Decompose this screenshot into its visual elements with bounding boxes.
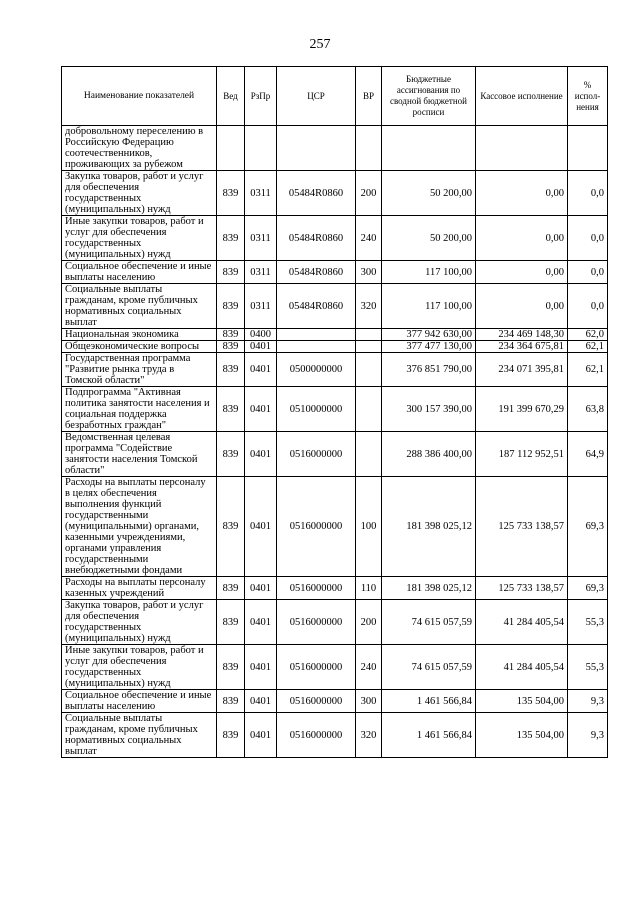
cell-rzpr: 0401 xyxy=(245,690,277,713)
cell-vr xyxy=(356,387,382,432)
cell-budget: 288 386 400,00 xyxy=(382,432,476,477)
cell-ved: 839 xyxy=(217,713,245,758)
cell-budget: 74 615 057,59 xyxy=(382,600,476,645)
cell-kassa: 0,00 xyxy=(476,171,568,216)
cell-rzpr: 0311 xyxy=(245,171,277,216)
cell-pct: 55,3 xyxy=(568,645,608,690)
cell-name: добровольному переселению в Российскую Федерацию соотечественников, проживающих за рубежом xyxy=(62,126,217,171)
cell-ved: 839 xyxy=(217,341,245,353)
cell-vr xyxy=(356,329,382,341)
cell-csr xyxy=(277,329,356,341)
cell-name: Социальные выплаты гражданам, кроме публичных нормативных социальных выплат xyxy=(62,713,217,758)
cell-rzpr xyxy=(245,126,277,171)
cell-pct: 62,0 xyxy=(568,329,608,341)
cell-budget: 50 200,00 xyxy=(382,216,476,261)
table-row xyxy=(62,432,608,477)
cell-kassa: 234 364 675,81 xyxy=(476,341,568,353)
cell-kassa: 234 469 148,30 xyxy=(476,329,568,341)
table-row xyxy=(62,645,608,690)
cell-name: Расходы на выплаты персоналу казенных учреждений xyxy=(62,577,217,600)
cell-budget: 1 461 566,84 xyxy=(382,690,476,713)
table-row xyxy=(62,477,608,577)
cell-vr: 240 xyxy=(356,645,382,690)
cell-ved: 839 xyxy=(217,171,245,216)
cell-csr: 05484R0860 xyxy=(277,284,356,329)
cell-rzpr: 0311 xyxy=(245,284,277,329)
cell-rzpr: 0311 xyxy=(245,261,277,284)
cell-ved: 839 xyxy=(217,477,245,577)
cell-vr: 320 xyxy=(356,284,382,329)
cell-rzpr: 0401 xyxy=(245,387,277,432)
cell-csr: 0516000000 xyxy=(277,577,356,600)
cell-name: Социальные выплаты гражданам, кроме публичных нормативных социальных выплат xyxy=(62,284,217,329)
col-header-pct: % испол-нения xyxy=(568,67,608,126)
cell-csr: 0516000000 xyxy=(277,713,356,758)
cell-budget: 377 942 630,00 xyxy=(382,329,476,341)
budget-table xyxy=(61,66,608,758)
cell-csr: 0510000000 xyxy=(277,387,356,432)
cell-name: Государственная программа "Развитие рынка труда в Томской области" xyxy=(62,353,217,387)
cell-pct: 0,0 xyxy=(568,261,608,284)
cell-vr: 320 xyxy=(356,713,382,758)
cell-vr: 200 xyxy=(356,600,382,645)
cell-rzpr: 0401 xyxy=(245,645,277,690)
cell-budget: 181 398 025,12 xyxy=(382,477,476,577)
cell-pct: 9,3 xyxy=(568,713,608,758)
cell-name: Общеэкономические вопросы xyxy=(62,341,217,353)
cell-vr xyxy=(356,341,382,353)
cell-kassa: 135 504,00 xyxy=(476,713,568,758)
cell-pct: 62,1 xyxy=(568,341,608,353)
cell-pct: 63,8 xyxy=(568,387,608,432)
cell-ved: 839 xyxy=(217,432,245,477)
table-row xyxy=(62,600,608,645)
cell-name: Подпрограмма "Активная политика занятости населения и социальная поддержка безработных граждан" xyxy=(62,387,217,432)
cell-rzpr: 0401 xyxy=(245,432,277,477)
cell-pct: 0,0 xyxy=(568,171,608,216)
cell-kassa xyxy=(476,126,568,171)
cell-vr xyxy=(356,126,382,171)
cell-kassa: 41 284 405,54 xyxy=(476,600,568,645)
cell-budget: 376 851 790,00 xyxy=(382,353,476,387)
cell-pct: 62,1 xyxy=(568,353,608,387)
cell-rzpr: 0401 xyxy=(245,353,277,387)
cell-pct: 55,3 xyxy=(568,600,608,645)
table-row xyxy=(62,261,608,284)
cell-ved: 839 xyxy=(217,353,245,387)
col-header-name: Наименование показателей xyxy=(62,67,217,126)
cell-vr: 240 xyxy=(356,216,382,261)
cell-kassa: 0,00 xyxy=(476,284,568,329)
cell-csr: 0516000000 xyxy=(277,645,356,690)
table-row xyxy=(62,387,608,432)
cell-name: Закупка товаров, работ и услуг для обеспечения государственных (муниципальных) нужд xyxy=(62,600,217,645)
cell-pct: 64,9 xyxy=(568,432,608,477)
table-row xyxy=(62,126,608,171)
cell-pct: 9,3 xyxy=(568,690,608,713)
cell-csr: 05484R0860 xyxy=(277,261,356,284)
cell-ved: 839 xyxy=(217,645,245,690)
cell-csr: 0500000000 xyxy=(277,353,356,387)
cell-ved: 839 xyxy=(217,387,245,432)
cell-name: Закупка товаров, работ и услуг для обеспечения государственных (муниципальных) нужд xyxy=(62,171,217,216)
cell-csr: 05484R0860 xyxy=(277,216,356,261)
col-header-csr: ЦСР xyxy=(277,67,356,126)
table-row xyxy=(62,216,608,261)
cell-vr xyxy=(356,353,382,387)
cell-rzpr: 0401 xyxy=(245,713,277,758)
cell-rzpr: 0400 xyxy=(245,329,277,341)
cell-rzpr: 0401 xyxy=(245,341,277,353)
cell-rzpr: 0401 xyxy=(245,477,277,577)
cell-ved: 839 xyxy=(217,690,245,713)
cell-pct: 0,0 xyxy=(568,284,608,329)
cell-budget: 117 100,00 xyxy=(382,284,476,329)
cell-kassa: 187 112 952,51 xyxy=(476,432,568,477)
table-row xyxy=(62,577,608,600)
cell-rzpr: 0311 xyxy=(245,216,277,261)
cell-vr: 110 xyxy=(356,577,382,600)
cell-pct: 69,3 xyxy=(568,577,608,600)
cell-name: Иные закупки товаров, работ и услуг для обеспечения государственных (муниципальных) нужд xyxy=(62,216,217,261)
cell-budget: 50 200,00 xyxy=(382,171,476,216)
table-row xyxy=(62,353,608,387)
cell-name: Расходы на выплаты персоналу в целях обеспечения выполнения функций государственными (муниципальными) органами, казенными учреждениями, органами управления государственными внебюджетными фондами xyxy=(62,477,217,577)
cell-csr xyxy=(277,341,356,353)
cell-csr: 0516000000 xyxy=(277,600,356,645)
cell-ved: 839 xyxy=(217,329,245,341)
cell-vr: 300 xyxy=(356,261,382,284)
cell-kassa: 0,00 xyxy=(476,261,568,284)
cell-ved: 839 xyxy=(217,216,245,261)
cell-name: Социальное обеспечение и иные выплаты населению xyxy=(62,690,217,713)
table-row xyxy=(62,284,608,329)
cell-ved xyxy=(217,126,245,171)
cell-kassa: 0,00 xyxy=(476,216,568,261)
table-body xyxy=(62,126,608,758)
col-header-budget: Бюджетные ассигнования по сводной бюджетной росписи xyxy=(382,67,476,126)
cell-pct: 0,0 xyxy=(568,216,608,261)
table-row xyxy=(62,713,608,758)
cell-budget: 74 615 057,59 xyxy=(382,645,476,690)
cell-csr: 0516000000 xyxy=(277,432,356,477)
cell-name: Ведомственная целевая программа "Содействие занятости населения Томской области" xyxy=(62,432,217,477)
cell-kassa: 41 284 405,54 xyxy=(476,645,568,690)
cell-rzpr: 0401 xyxy=(245,577,277,600)
cell-csr xyxy=(277,126,356,171)
col-header-kassa: Кассовое исполнение xyxy=(476,67,568,126)
table-row xyxy=(62,171,608,216)
cell-budget: 300 157 390,00 xyxy=(382,387,476,432)
cell-name: Социальное обеспечение и иные выплаты населению xyxy=(62,261,217,284)
cell-budget: 181 398 025,12 xyxy=(382,577,476,600)
cell-budget: 117 100,00 xyxy=(382,261,476,284)
cell-pct xyxy=(568,126,608,171)
cell-name: Иные закупки товаров, работ и услуг для обеспечения государственных (муниципальных) нужд xyxy=(62,645,217,690)
cell-csr: 0516000000 xyxy=(277,690,356,713)
cell-ved: 839 xyxy=(217,284,245,329)
cell-kassa: 135 504,00 xyxy=(476,690,568,713)
table-header-row xyxy=(62,67,608,126)
cell-vr: 100 xyxy=(356,477,382,577)
col-header-vr: ВР xyxy=(356,67,382,126)
cell-vr xyxy=(356,432,382,477)
cell-vr: 200 xyxy=(356,171,382,216)
cell-budget xyxy=(382,126,476,171)
cell-vr: 300 xyxy=(356,690,382,713)
cell-csr: 0516000000 xyxy=(277,477,356,577)
cell-pct: 69,3 xyxy=(568,477,608,577)
cell-ved: 839 xyxy=(217,600,245,645)
table-row xyxy=(62,341,608,353)
cell-budget: 377 477 130,00 xyxy=(382,341,476,353)
cell-kassa: 234 071 395,81 xyxy=(476,353,568,387)
cell-kassa: 191 399 670,29 xyxy=(476,387,568,432)
cell-rzpr: 0401 xyxy=(245,600,277,645)
cell-budget: 1 461 566,84 xyxy=(382,713,476,758)
cell-kassa: 125 733 138,57 xyxy=(476,577,568,600)
table-row xyxy=(62,329,608,341)
col-header-rzpr: РзПр xyxy=(245,67,277,126)
col-header-ved: Вед xyxy=(217,67,245,126)
cell-ved: 839 xyxy=(217,577,245,600)
cell-csr: 05484R0860 xyxy=(277,171,356,216)
table-row xyxy=(62,690,608,713)
cell-name: Национальная экономика xyxy=(62,329,217,341)
cell-kassa: 125 733 138,57 xyxy=(476,477,568,577)
cell-ved: 839 xyxy=(217,261,245,284)
page-number: 257 xyxy=(309,37,331,52)
